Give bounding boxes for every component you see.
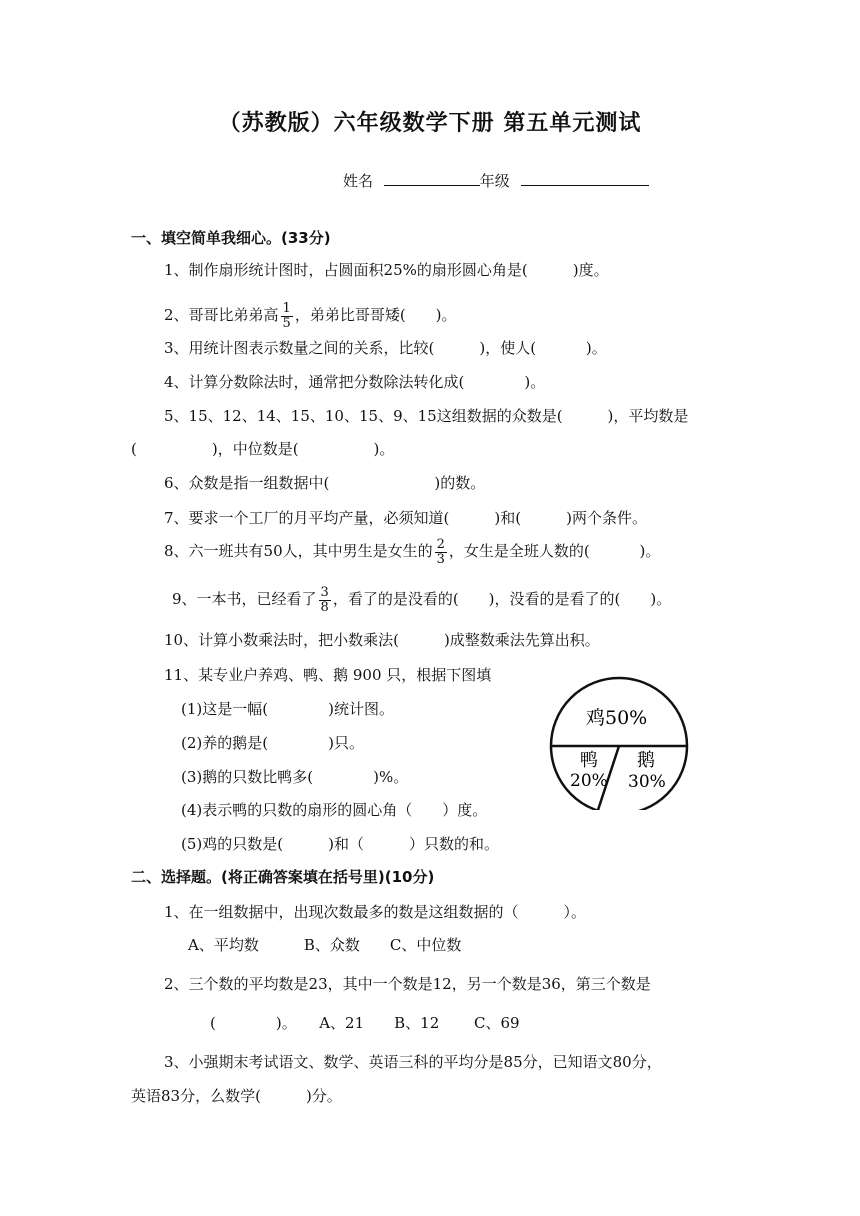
pie-label-duck-name: 鸭	[580, 750, 598, 771]
fraction-3-8: $\frac{3}{8}$	[320, 584, 329, 615]
section1-heading: 一、填空简单我细心。(33分)	[131, 229, 331, 247]
s1-question-8	[164, 533, 660, 569]
s1-q11-part-4: (4)表示鸭的只数的扇形的圆心角（ ）度。	[181, 801, 488, 819]
s2-question-1-options: A、平均数 B、众数 C、中位数	[188, 936, 462, 954]
grade-label: 年级	[479, 172, 510, 190]
s2-question-2: 2、三个数的平均数是23，其中一个数是12，另一个数是36，第三个数是	[164, 975, 651, 993]
s1-q11-part-5: (5)鸡的只数是( )和（ ）只数的和。	[181, 835, 499, 853]
s1-question-4: 4、计算分数除法时，通常把分数除法转化成( )。	[164, 373, 546, 391]
s2-question-3b: 英语83分，么数学( )分。	[131, 1087, 342, 1105]
s1-q11-part-3: (3)鹅的只数比鸭多( )%。	[181, 768, 409, 786]
name-blank[interactable]	[384, 171, 480, 186]
s1-question-5b: ( )，中位数是( )。	[131, 440, 395, 458]
s1-question-6: 6、众数是指一组数据中( )的数。	[164, 474, 486, 492]
s1-question-10: 10、计算小数乘法时，把小数乘法( )成整数乘法先算出积。	[164, 631, 600, 649]
s1-q9-text-a: 9、一本书，已经看了	[172, 590, 317, 608]
s1-q9-text-b: ，看了的是没看的( )，没看的是看了的( )。	[332, 590, 672, 608]
name-grade-line	[343, 170, 649, 191]
pie-label-chicken: 鸡50%	[586, 707, 648, 729]
s1-question-3: 3、用统计图表示数量之间的关系，比较( )，使人( )。	[164, 339, 607, 357]
s1-question-2	[164, 297, 457, 333]
s2-question-1: 1、在一组数据中，出现次数最多的数是这组数据的（ ）。	[164, 903, 587, 921]
pie-label-goose-name: 鹅	[637, 750, 655, 771]
s1-q8-text-b: ，女生是全班人数的( )。	[448, 542, 661, 560]
pie-label-duck-value: 20%	[570, 771, 608, 791]
s1-question-9	[172, 581, 671, 617]
fraction-1-5: $\frac{1}{5}$	[282, 300, 291, 331]
s1-q11-part-1: (1)这是一幅( )统计图。	[181, 700, 394, 718]
fraction-2-3: $\frac{2}{3}$	[436, 536, 445, 567]
page-title: （苏教版）六年级数学下册 第五单元测试	[218, 111, 642, 136]
s1-q8-text-a: 8、六一班共有50人，其中男生是女生的	[164, 542, 433, 560]
pie-chart	[544, 660, 694, 810]
s2-question-2-options: ( )。 A、21 B、12 C、69	[210, 1014, 520, 1032]
grade-blank[interactable]	[521, 171, 649, 186]
pie-label-goose-value: 30%	[628, 772, 666, 792]
section2-heading: 二、选择题。(将正确答案填在括号里)(10分)	[131, 868, 435, 886]
s2-question-3a: 3、小强期末考试语文、数学、英语三科的平均分是85分，已知语文80分，	[164, 1053, 662, 1071]
s1-question-7: 7、要求一个工厂的月平均产量，必须知道( )和( )两个条件。	[164, 509, 647, 527]
s1-q2-text-a: 2、哥哥比弟弟高	[164, 306, 279, 324]
s1-question-1: 1、制作扇形统计图时，占圆面积25%的扇形圆心角是( )度。	[164, 261, 609, 279]
s1-question-11: 11、某专业户养鸡、鸭、鹅 900 只，根据下图填	[164, 666, 492, 684]
name-label: 姓名	[343, 172, 374, 190]
s1-q2-text-b: ，弟弟比哥哥矮( )。	[294, 306, 457, 324]
s1-question-5a: 5、15、12、14、15、10、15、9、15这组数据的众数是( )，平均数是	[164, 407, 689, 425]
s1-q11-part-2: (2)养的鹅是( )只。	[181, 734, 364, 752]
